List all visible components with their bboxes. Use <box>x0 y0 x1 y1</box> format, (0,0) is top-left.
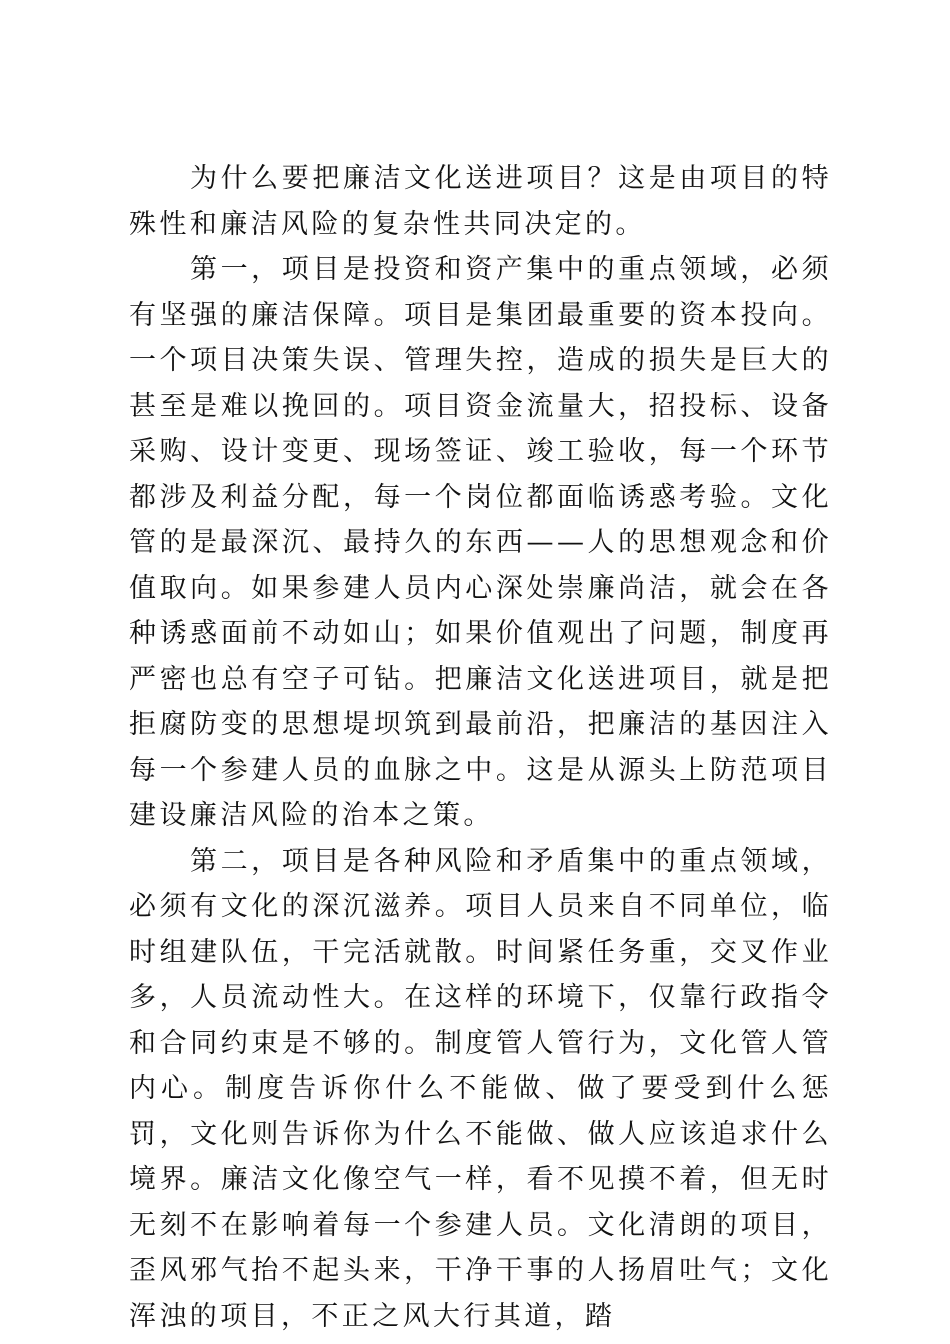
paragraph-second-point: 第二，项目是各种风险和矛盾集中的重点领域，必须有文化的深沉滋养。项目人员来自不同单位，临时组建队伍，干完活就散。时间紧任务重，交叉作业多，人员流动性大。在这样的环境下，仅靠行政指令和合同约束是不够的。制度管人管行为，文化管人管内心。制度告诉你什么不能做、做了要受到什么惩罚，文化则告诉你为什么不能做、做人应该追求什么境界。廉洁文化像空气一样，看不见摸不着，但无时无刻不在影响着每一个参建人员。文化清朗的项目，歪风邪气抬不起头来，干净干事的人扬眉吐气；文化浑浊的项目，不正之风大行其道，踏 <box>129 845 832 1332</box>
document-body <box>129 156 832 1339</box>
paragraph-intro: 为什么要把廉洁文化送进项目？这是由项目的特殊性和廉洁风险的复杂性共同决定的。 <box>129 163 832 240</box>
paragraph-first-point: 第一，项目是投资和资产集中的重点领域，必须有坚强的廉洁保障。项目是集团最重要的资本投向。一个项目决策失误、管理失控，造成的损失是巨大的甚至是难以挽回的。项目资金流量大，招投标、设备采购、设计变更、现场签证、竣工验收，每一个环节都涉及利益分配，每一个岗位都面临诱惑考验。文化管的是最深沉、最持久的东西——人的思想观念和价值取向。如果参建人员内心深处崇廉尚洁，就会在各种诱惑面前不动如山；如果价值观出了问题，制度再严密也总有空子可钻。把廉洁文化送进项目，就是把拒腐防变的思想堤坝筑到最前沿，把廉洁的基因注入每一个参建人员的血脉之中。这是从源头上防范项目建设廉洁风险的治本之策。 <box>129 254 832 831</box>
